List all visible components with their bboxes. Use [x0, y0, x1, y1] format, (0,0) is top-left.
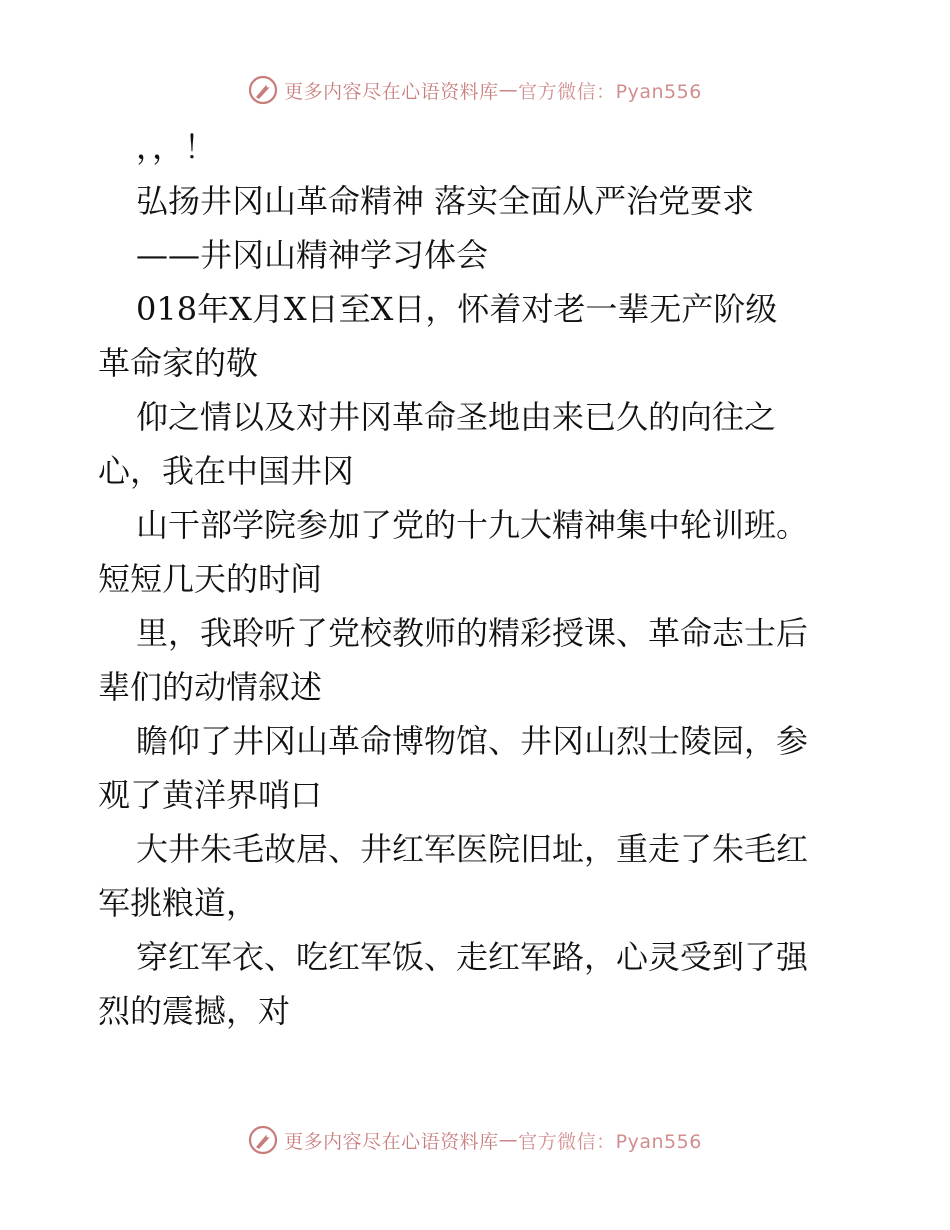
doc-line: 烈的震撼，对 [98, 992, 291, 1030]
doc-line: 018年X月X日至X日，怀着对老一辈无产阶级 [136, 290, 778, 328]
pen-logo-icon [248, 1125, 278, 1155]
doc-line: 短短几天的时间 [98, 560, 323, 598]
doc-line: 瞻仰了井冈山革命博物馆、井冈山烈士陵园，参 [136, 722, 809, 760]
doc-line: ，，！ [136, 128, 217, 166]
watermark-text: 更多内容尽在心语资料库 [284, 80, 499, 103]
doc-line: 革命家的敬 [98, 344, 259, 382]
doc-line: 观了黄洋界哨口 [98, 776, 323, 814]
doc-subtitle: ——井冈山精神学习体会 [136, 236, 489, 274]
watermark-wechat: 官方微信：Pyan556 [518, 80, 702, 103]
doc-line: 仰之情以及对井冈革命圣地由来已久的向往之 [136, 398, 777, 436]
doc-line: 山干部学院参加了党的十九大精神集中轮训班。 [136, 506, 809, 544]
footer-watermark [0, 1120, 950, 1160]
doc-line: 军挑粮道， [98, 884, 259, 922]
doc-line: 心，我在中国井冈 [98, 452, 355, 490]
header-watermark [0, 70, 950, 110]
doc-line: 大井朱毛故居、井红军医院旧址，重走了朱毛红 [136, 830, 809, 868]
doc-line: 里，我聆听了党校教师的精彩授课、革命志士后 [136, 614, 809, 652]
watermark-text: 更多内容尽在心语资料库 [284, 1130, 499, 1153]
pen-logo-icon [248, 75, 278, 105]
document-body [98, 120, 858, 1038]
doc-line: 穿红军衣、吃红军饭、走红军路，心灵受到了强 [136, 938, 809, 976]
doc-line: 辈们的动情叙述 [98, 668, 323, 706]
watermark-separator: — [498, 79, 519, 101]
watermark-wechat: 官方微信：Pyan556 [518, 1130, 702, 1153]
watermark-separator: — [498, 1129, 519, 1151]
doc-title: 弘扬井冈山革命精神 落实全面从严治党要求 [136, 182, 755, 220]
